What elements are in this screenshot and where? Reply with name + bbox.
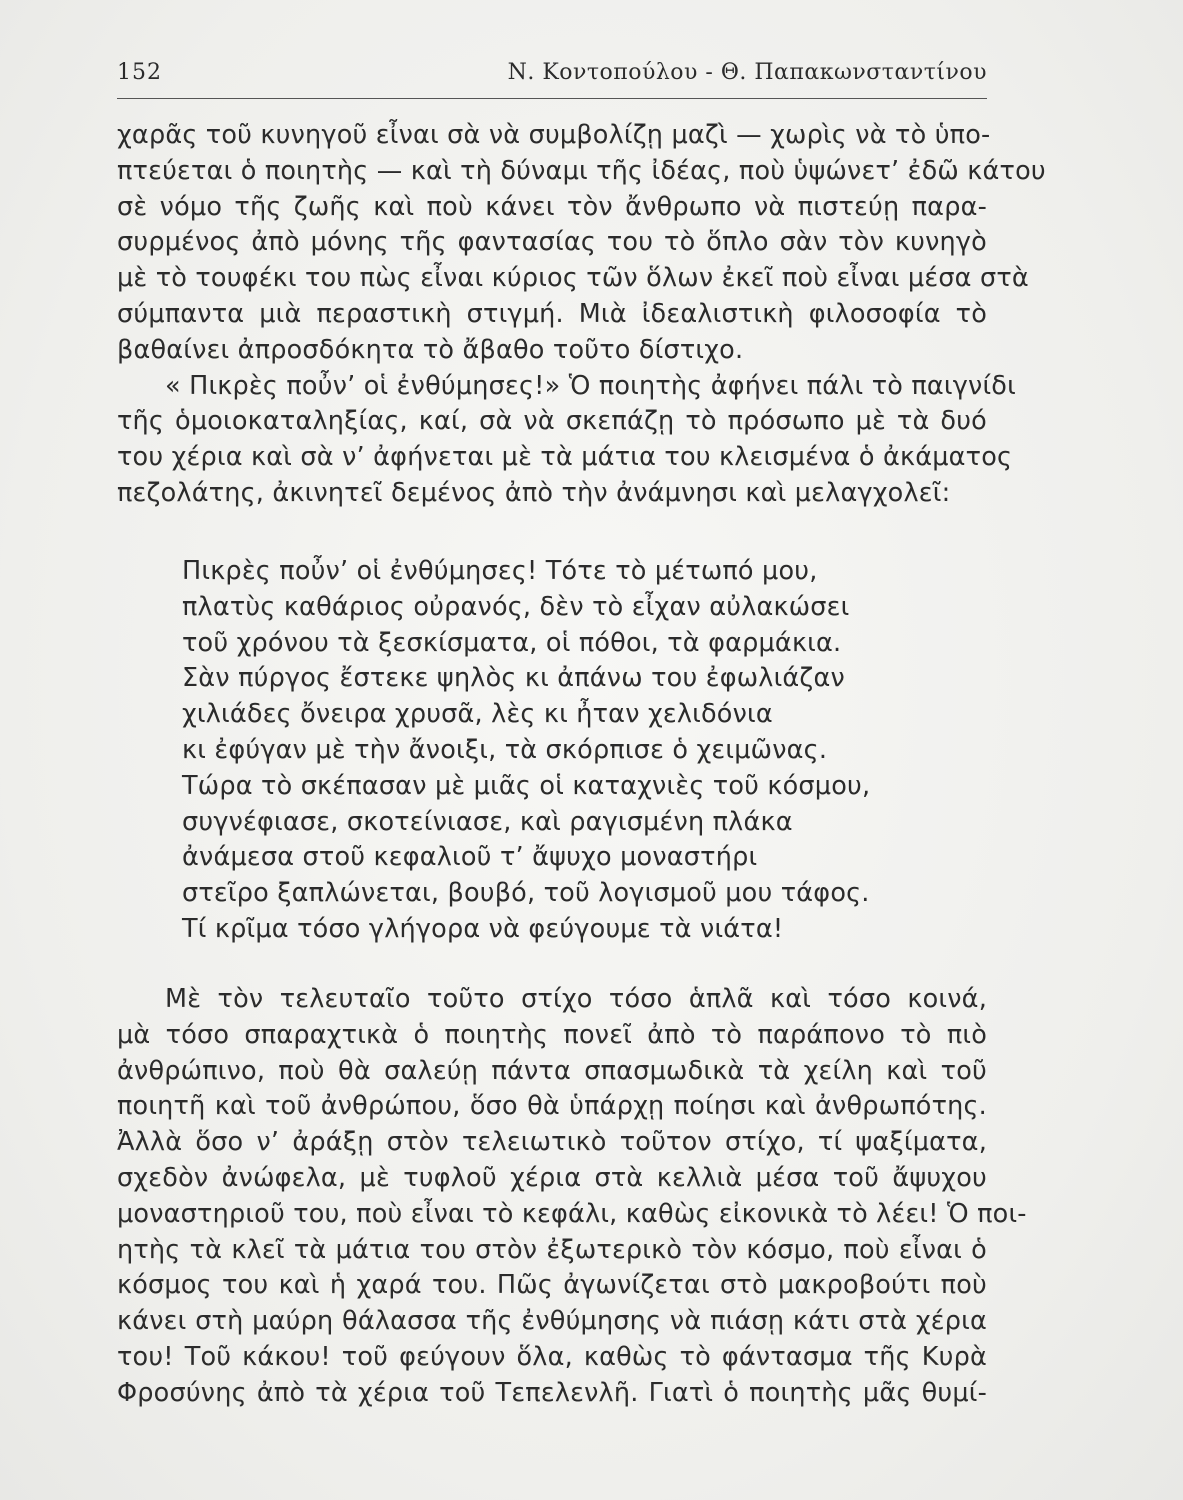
running-head: Ν. Κοντοπούλου - Θ. Παπακωνσταντίνου	[507, 60, 987, 85]
body-text-top	[117, 118, 1046, 512]
text-line: βαθαίνει ἀπροσδόκητα τὸ ἄβαθο τοῦτο δίστιχο.	[117, 334, 744, 365]
poem-line: Πικρὲς ποὖν’ οἱ ἐνθύμησες! Τότε τὸ μέτωπό μου,	[182, 556, 818, 586]
text-line: Μὲ τὸν τελευταῖο τοῦτο στίχο τόσο ἁπλᾶ καὶ τόσο κοινά,	[165, 984, 987, 1014]
text-line: κάνει στὴ μαύρη θάλασσα τῆς ἐνθύμησης νὰ πιάσῃ κάτι στὰ χέρια	[117, 1306, 987, 1337]
text-line: σὲ νόμο τῆς ζωῆς καὶ ποὺ κάνει τὸν ἄνθρωπο νὰ πιστεύῃ παρα-	[117, 191, 987, 222]
text-line: του! Τοῦ κάκου! τοῦ φεύγουν ὅλα, καθὼς τὸ φάντασμα τῆς Κυρὰ	[117, 1341, 987, 1372]
text-line: Φροσύνης ἀπὸ τὰ χέρια τοῦ Τεπελενλῆ. Γιατὶ ὁ ποιητὴς μᾶς θυμί-	[117, 1377, 987, 1408]
text-line: πεζολάτης, ἀκινητεῖ δεμένος ἀπὸ τὴν ἀνάμνησι καὶ μελαγχολεῖ:	[117, 477, 951, 508]
text-line: συρμένος ἀπὸ μόνης τῆς φαντασίας του τὸ ὅπλο σὰν τὸν κυνηγὸ	[117, 227, 987, 258]
text-line: ητὴς τὰ κλεῖ τὰ μάτια του στὸν ἐξωτερικὸ τὸν κόσμο, ποὺ εἶναι ὁ	[117, 1234, 987, 1265]
paragraph-2	[117, 369, 1016, 512]
poem-line: στεῖρο ξαπλώνεται, βουβό, τοῦ λογισμοῦ μου τάφος.	[182, 878, 870, 909]
paragraph-3	[117, 982, 1027, 1412]
poem-line: ἀνάμεσα στοῦ κεφαλιοῦ τ’ ἄψυχο μοναστήρι	[182, 842, 758, 873]
text-line: « Πικρὲς ποὖν’ οἱ ἐνθύμησες!» Ὁ ποιητὴς ἀφήνει πάλι τὸ παιγνίδι	[165, 370, 1016, 401]
text-line: σχεδὸν ἀνώφελα, μὲ τυφλοῦ χέρια στὰ κελλιὰ μέσα τοῦ ἄψυχου	[117, 1162, 987, 1193]
text-line: χαρᾶς τοῦ κυνηγοῦ εἶναι σὰ νὰ συμβολίζῃ μαζὶ — χωρὶς νὰ τὸ ὑπο-	[117, 120, 991, 150]
header-rule	[117, 98, 987, 99]
text-line: κόσμος του καὶ ἡ χαρά του. Πῶς ἀγωνίζεται στὸ μακροβούτι ποὺ	[117, 1270, 987, 1301]
text-line: σύμπαντα μιὰ περαστικὴ στιγμή. Μιὰ ἰδεαλιστικὴ φιλοσοφία τὸ	[117, 298, 987, 329]
text-line: τῆς ὁμοιοκαταληξίας, καί, σὰ νὰ σκεπάζῃ τὸ πρόσωπο μὲ τὰ δυό	[117, 406, 987, 437]
text-line: μὲ τὸ τουφέκι του πὼς εἶναι κύριος τῶν ὅλων ἐκεῖ ποὺ εἶναι μέσα στὰ	[117, 263, 1029, 294]
text-line: ποιητῆ καὶ τοῦ ἀνθρώπου, ὅσο θὰ ὑπάρχῃ ποίησι καὶ ἀνθρωπότης.	[117, 1091, 987, 1122]
quoted-poem	[182, 554, 902, 948]
text-line: ἀνθρώπινο, ποὺ θὰ σαλεύῃ πάντα σπασμωδικὰ τὰ χείλη καὶ τοῦ	[117, 1055, 987, 1086]
paragraph-1	[117, 118, 1046, 369]
text-line: μὰ τόσο σπαραχτικὰ ὁ ποιητὴς πονεῖ ἀπὸ τὸ παράπονο τὸ πιὸ	[117, 1019, 987, 1050]
poem-line: Τί κρῖμα τόσο γλήγορα νὰ φεύγουμε τὰ νιάτα!	[182, 913, 784, 944]
poem-line: συγνέφιασε, σκοτείνιασε, καὶ ραγισμένη πλάκα	[182, 806, 793, 837]
poem-line: Σὰν πύργος ἔστεκε ψηλὸς κι ἀπάνω του ἐφωλιάζαν	[182, 663, 845, 694]
text-line: μοναστηριοῦ του, ποὺ εἶναι τὸ κεφάλι, καθὼς εἰκονικὰ τὸ λέει! Ὁ ποι-	[117, 1198, 1027, 1229]
page-header	[117, 56, 987, 96]
text-line: πτεύεται ὁ ποιητὴς — καὶ τὴ δύναμι τῆς ἰδέας, ποὺ ὑψώνετ’ ἐδῶ κάτου	[117, 155, 1046, 186]
text-line: του χέρια καὶ σὰ ν’ ἀφήνεται μὲ τὰ μάτια του κλεισμένα ὁ ἀκάματος	[117, 442, 1013, 473]
page-number: 152	[117, 60, 162, 85]
poem-line: τοῦ χρόνου τὰ ξεσκίσματα, οἱ πόθοι, τὰ φαρμάκια.	[182, 627, 842, 658]
poem-line: Τώρα τὸ σκέπασαν μὲ μιᾶς οἱ καταχνιὲς τοῦ κόσμου,	[182, 770, 871, 801]
body-text-bottom	[117, 982, 1027, 1412]
poem-line: κι ἐφύγαν μὲ τὴν ἄνοιξι, τὰ σκόρπισε ὁ χειμῶνας.	[182, 734, 828, 765]
poem-line: πλατὺς καθάριος οὐρανός, δὲν τὸ εἶχαν αὐλακώσει	[182, 591, 850, 622]
poem-line: χιλιάδες ὄνειρα χρυσᾶ, λὲς κι ἦταν χελιδόνια	[182, 699, 773, 730]
text-line: Ἀλλὰ ὅσο ν’ ἀράξῃ στὸν τελειωτικὸ τοῦτον στίχο, τί ψαξίματα,	[117, 1127, 987, 1158]
